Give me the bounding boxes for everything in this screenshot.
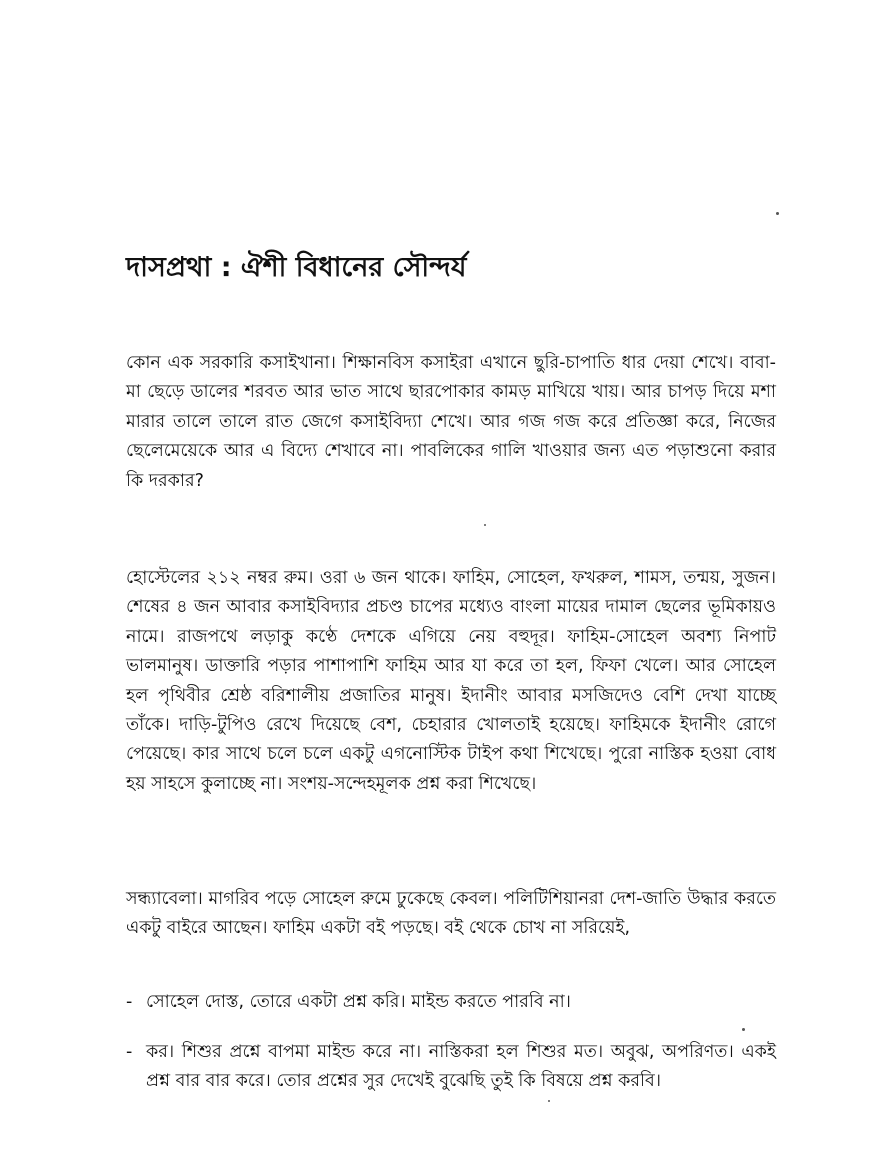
scan-speck: [776, 212, 779, 215]
scan-speck: [742, 1028, 745, 1031]
dialogue-line-fahim: [126, 988, 776, 1017]
scan-speck: [548, 1100, 550, 1102]
paragraph-butcher-school: কোন এক সরকারি কসাইখানা। শিক্ষানবিস কসাইরা এখানে ছুরি-চাপাতি ধার দেয়া শেখে। বাবা-মা ছেড়ে ডালের শরবত আর ভাত সাথে ছারপোকার কামড় মাখিয়ে খায়। আর চাপড় দিয়ে মশা মারার তালে তালে রাত জেগে কসাইবিদ্যা শেখে। আর গজ গজ করে প্রতিজ্ঞা করে, নিজের ছেলেমেয়েকে আর এ বিদ্যে শেখাবে না। পাবলিকের গালি খাওয়ার জন্য এত পড়াশুনো করার কি দরকার?: [126, 353, 776, 491]
dialogue-text: সোহেল দোস্ত, তোরে একটা প্রশ্ন করি। মাইন্ড করতে পারবি না।: [146, 992, 571, 1012]
dialogue-dash: -: [126, 1042, 133, 1062]
dialogue-dash: -: [126, 992, 133, 1012]
paragraph-evening: সন্ধ্যাবেলা। মাগরিব পড়ে সোহেল রুমে ঢুকেছে কেবল। পলিটিশিয়ানরা দেশ-জাতি উদ্ধার করতে একটু বাইরে আছেন। ফাহিম একটা বই পড়ছে। বই থেকে চোখ না সরিয়েই,: [126, 889, 776, 939]
dialogue-text: কর। শিশুর প্রশ্নে বাপমা মাইন্ড করে না। নাস্তিকরা হল শিশুর মত। অবুঝ, অপরিণত। একই প্রশ্ন বার বার করে। তোর প্রশ্নের সুর দেখেই বুঝেছি তুই কি বিষয়ে প্রশ্ন করবি।: [146, 1042, 776, 1092]
scan-speck: [484, 524, 486, 526]
chapter-title: দাসপ্রথা : ঐশী বিধানের সৌন্দর্য: [126, 252, 467, 283]
paragraph-hostel-room: হোস্টেলের ২১২ নম্বর রুম। ওরা ৬ জন থাকে। ফাহিম, সোহেল, ফখরুল, শামস, তন্ময়, সুজন। শেষের ৪ জন আবার কসাইবিদ্যার প্রচণ্ড চাপের মধ্যেও বাংলা মায়ের দামাল ছেলের ভূমিকায়ও নামে। রাজপথে লড়াকু কণ্ঠে দেশকে এগিয়ে নেয় বহুদূর। ফাহিম-সোহেল অবশ্য নিপাট ভালমানুষ। ডাক্তারি পড়ার পাশাপাশি ফাহিম আর যা করে তা হল, ফিফা খেলে। আর সোহেল হল পৃথিবীর শ্রেষ্ঠ বরিশালীয় প্রজাতির মানুষ। ইদানীং আবার মসজিদেও বেশি দেখা যাচ্ছে তাঁকে। দাড়ি-টুপিও রেখে দিয়েছে বেশ, চেহারার খোলতাই হয়েছে। ফাহিমকে ইদানীং রোগে পেয়েছে। কার সাথে চলে চলে একটু এগনোস্টিক টাইপ কথা শিখেছে। পুরো নাস্তিক হওয়া বোধ হয় সাহসে কুলাচ্ছে না। সংশয়-সন্দেহমূলক প্রশ্ন করা শিখেছে।: [126, 568, 776, 794]
dialogue-line-sohel: [126, 1038, 776, 1097]
